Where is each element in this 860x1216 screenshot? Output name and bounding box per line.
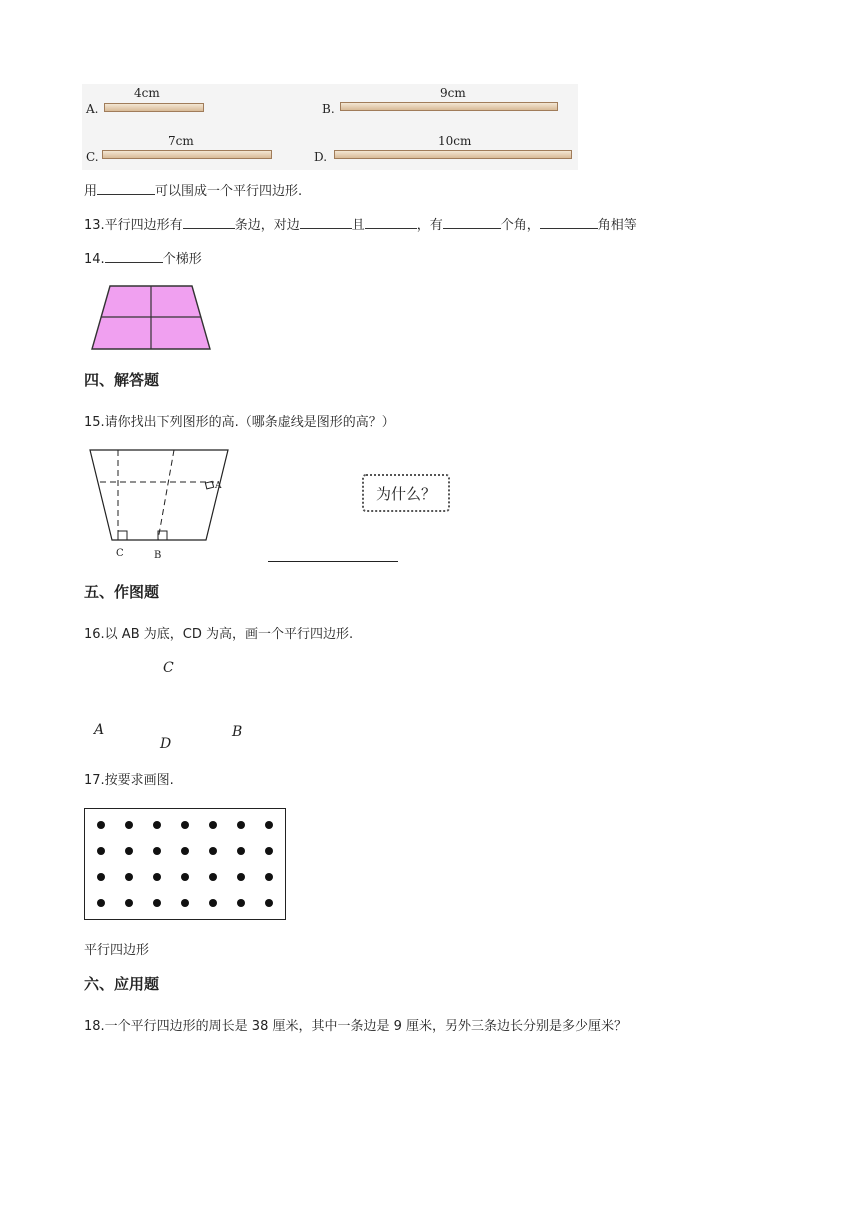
stick-b <box>340 102 558 111</box>
label-c: C <box>116 548 124 559</box>
option-d-label: D. <box>314 150 328 164</box>
option-a-label: A. <box>86 102 99 116</box>
dot-grid[interactable] <box>84 808 286 920</box>
q13-blank-4[interactable] <box>443 214 501 229</box>
grid-dot[interactable] <box>237 899 245 907</box>
grid-dot[interactable] <box>265 873 273 881</box>
sticks-figure <box>82 84 578 170</box>
q13-sentence: 13.平行四边形有 条边，对边 且 ，有 个角， 角相等 <box>84 214 637 235</box>
answer-line[interactable] <box>268 561 398 562</box>
option-c-label: C. <box>86 150 99 164</box>
grid-dot[interactable] <box>209 899 217 907</box>
right-angle-c-mark <box>118 531 127 540</box>
stick-a <box>104 103 204 112</box>
stick-c <box>102 150 272 159</box>
q15-trapezoid-figure <box>86 446 236 562</box>
grid-dot[interactable] <box>125 899 133 907</box>
grid-dot[interactable] <box>153 899 161 907</box>
q14-sentence: 14. 个梯形 <box>84 248 202 269</box>
grid-dot[interactable] <box>237 821 245 829</box>
grid-dot[interactable] <box>181 873 189 881</box>
grid-dot[interactable] <box>209 873 217 881</box>
grid-dot[interactable] <box>97 847 105 855</box>
grid-dot[interactable] <box>265 821 273 829</box>
section-5-title: 五、作图题 <box>84 583 160 601</box>
label-a: A <box>215 481 222 491</box>
grid-dot[interactable] <box>209 847 217 855</box>
grid-dot[interactable] <box>125 821 133 829</box>
stick-d-length: 10cm <box>438 134 472 148</box>
grid-dot[interactable] <box>265 899 273 907</box>
grid-dot[interactable] <box>153 821 161 829</box>
q16-text: 16.以 AB 为底，CD 为高，画一个平行四边形. <box>84 627 354 642</box>
grid-dot[interactable] <box>237 847 245 855</box>
label-b: B <box>154 550 162 561</box>
q13-blank-3[interactable] <box>365 214 417 229</box>
q13-blank-5[interactable] <box>540 214 598 229</box>
trapezoid-figure <box>90 284 212 352</box>
stick-b-length: 9cm <box>440 86 466 100</box>
point-b: B <box>232 724 243 740</box>
grid-dot[interactable] <box>97 821 105 829</box>
q13-blank-2[interactable] <box>300 214 352 229</box>
q13-blank-1[interactable] <box>183 214 235 229</box>
stick-c-length: 7cm <box>168 134 194 148</box>
q12-blank[interactable] <box>97 180 155 195</box>
section-6-title: 六、应用题 <box>84 975 160 993</box>
grid-dot[interactable] <box>181 821 189 829</box>
option-b-label: B. <box>322 102 335 116</box>
q17-text: 17.按要求画图. <box>84 773 174 788</box>
point-a: A <box>94 722 105 738</box>
why-box <box>362 474 450 512</box>
grid-dot[interactable] <box>125 873 133 881</box>
grid-dot[interactable] <box>153 873 161 881</box>
point-d: D <box>160 736 172 752</box>
grid-dot[interactable] <box>125 847 133 855</box>
grid-dot[interactable] <box>181 847 189 855</box>
q18-text: 18.一个平行四边形的周长是 38 厘米，其中一条边是 9 厘米，另外三条边长分别是多少厘米？ <box>84 1019 628 1034</box>
q14-blank[interactable] <box>105 248 163 263</box>
q17-caption: 平行四边形 <box>84 943 150 958</box>
stick-d <box>334 150 572 159</box>
why-label: 为什么？ <box>375 484 436 503</box>
grid-dot[interactable] <box>97 899 105 907</box>
slanted-b-dashed <box>158 450 174 540</box>
section-4-title: 四、解答题 <box>84 371 160 389</box>
grid-dot[interactable] <box>181 899 189 907</box>
stick-a-length: 4cm <box>134 86 160 100</box>
q15-text: 15.请你找出下列图形的高.（哪条虚线是图形的高？） <box>84 415 395 430</box>
grid-dot[interactable] <box>265 847 273 855</box>
q12-sentence: 用 可以围成一个平行四边形. <box>84 180 302 201</box>
grid-dot[interactable] <box>153 847 161 855</box>
grid-dot[interactable] <box>237 873 245 881</box>
right-angle-a-mark <box>205 481 213 489</box>
grid-dot[interactable] <box>97 873 105 881</box>
grid-dot[interactable] <box>209 821 217 829</box>
point-c: C <box>163 660 174 676</box>
q15-trapezoid-shape <box>90 450 228 540</box>
